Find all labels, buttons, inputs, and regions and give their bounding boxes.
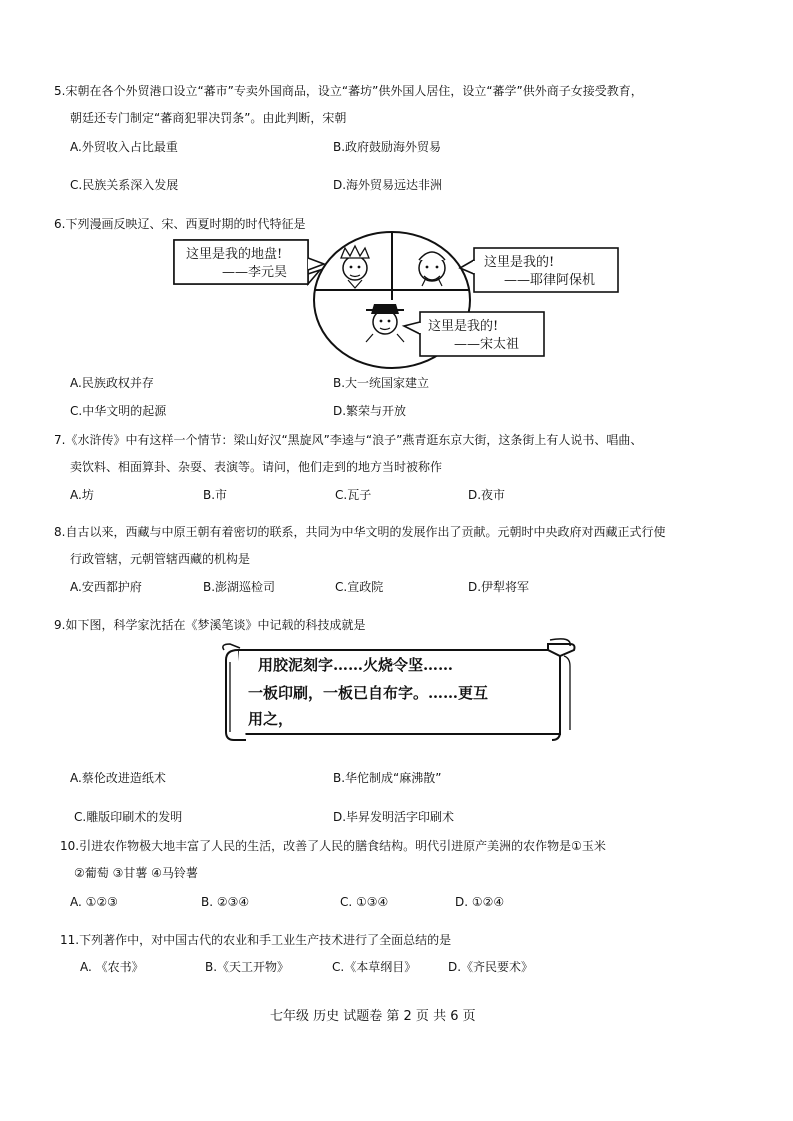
q11-option-c: C.《本草纲目》 — [332, 960, 417, 974]
q8-option-a: A.安西都护府 — [70, 580, 142, 594]
q7-option-d: D.夜市 — [468, 488, 506, 502]
q5-stem-line2: 朝廷还专门制定“蕃商犯罪决罚条”。由此判断，宋朝 — [70, 111, 347, 125]
q9-option-a: A.蔡伦改进造纸术 — [70, 771, 166, 785]
bubble-left-line2: ——李元昊 — [222, 265, 288, 280]
q8-option-c: C.宣政院 — [335, 580, 384, 594]
q10-option-c: C. ①③④ — [340, 895, 389, 909]
q7-stem-line2: 卖饮料、相面算卦、杂耍、表演等。请问，他们走到的地方当时被称作 — [70, 460, 443, 474]
q9-option-b: B.华佗制成“麻沸散” — [333, 771, 442, 785]
q11-option-b: B.《天工开物》 — [205, 960, 290, 974]
q5-option-b: B.政府鼓励海外贸易 — [333, 140, 442, 154]
q9-option-d: D.毕昇发明活字印刷术 — [333, 810, 455, 824]
q6-cartoon-figure — [170, 230, 620, 370]
q7-stem-line1: 7.《水浒传》中有这样一个情节：梁山好汉“黑旋风”李逵与“浪子”燕青逛东京大街，这条街上有人说书、唱曲、 — [54, 433, 643, 447]
q5-option-d: D.海外贸易远达非洲 — [333, 178, 443, 192]
q11-stem: 11.下列著作中，对中国古代的农业和手工业生产技术进行了全面总结的是 — [60, 933, 452, 947]
q6-option-a: A.民族政权并存 — [70, 376, 154, 390]
bubble-bottom-line2: ——宋太祖 — [454, 337, 520, 352]
q10-option-a: A. ①②③ — [70, 895, 118, 909]
q11-option-a: A. 《农书》 — [80, 960, 144, 974]
scroll-text-line3: 用之， — [248, 710, 294, 728]
speech-bubble-right — [460, 248, 618, 292]
q6-option-c: C.中华文明的起源 — [70, 404, 167, 418]
bubble-bottom-line1: 这里是我的! — [428, 319, 499, 334]
q9-option-c: C.雕版印刷术的发明 — [74, 810, 183, 824]
q6-stem: 6.下列漫画反映辽、宋、西夏时期的时代特征是 — [54, 217, 306, 231]
q7-option-b: B.市 — [203, 488, 228, 502]
q7-option-a: A.坊 — [70, 488, 94, 502]
q10-option-b: B. ②③④ — [201, 895, 250, 909]
q6-option-d: D.繁荣与开放 — [333, 404, 407, 418]
q8-option-d: D.伊犁将军 — [468, 580, 530, 594]
q8-option-b: B.澎湖巡检司 — [203, 580, 276, 594]
bubble-right-line2: ——耶律阿保机 — [504, 273, 596, 288]
scroll-text-line2: 一板印刷，一板已自布字。……更互 — [248, 684, 489, 702]
bubble-left-line1: 这里是我的地盘! — [186, 247, 283, 262]
q10-option-d: D. ①②④ — [455, 895, 505, 909]
q11-option-d: D.《齐民要术》 — [448, 960, 534, 974]
q7-option-c: C.瓦子 — [335, 488, 372, 502]
q10-stem-line2: ②葡萄 ③甘薯 ④马铃薯 — [74, 866, 198, 880]
page-footer: 七年级 历史 试题卷 第 2 页 共 6 页 — [270, 1009, 476, 1024]
scroll-text-line1: 用胶泥刻字……火烧令坚…… — [258, 656, 454, 674]
speech-bubble-left — [174, 240, 324, 284]
q8-stem-line2: 行政管辖，元朝管辖西藏的机构是 — [70, 552, 251, 566]
q10-stem-line1: 10.引进农作物极大地丰富了人民的生活，改善了人民的膳食结构。明代引进原产美洲的农作物是①玉米 — [60, 839, 606, 853]
q6-option-b: B.大一统国家建立 — [333, 376, 430, 390]
q9-scroll-figure — [220, 636, 576, 744]
bubble-right-line1: 这里是我的! — [484, 255, 555, 270]
q5-option-a: A.外贸收入占比最重 — [70, 140, 178, 154]
speech-bubble-bottom — [404, 312, 544, 356]
q5-stem-line1: 5.宋朝在各个外贸港口设立“蕃市”专卖外国商品，设立“蕃坊”供外国人居住，设立“蕃学”供外商子女接受教育， — [54, 84, 643, 98]
q5-option-c: C.民族关系深入发展 — [70, 178, 179, 192]
q9-stem: 9.如下图，科学家沈括在《梦溪笔谈》中记载的科技成就是 — [54, 618, 366, 632]
q8-stem-line1: 8.自古以来，西藏与中原王朝有着密切的联系，共同为中华文明的发展作出了贡献。元朝时中央政府对西藏正式行使 — [54, 525, 666, 539]
